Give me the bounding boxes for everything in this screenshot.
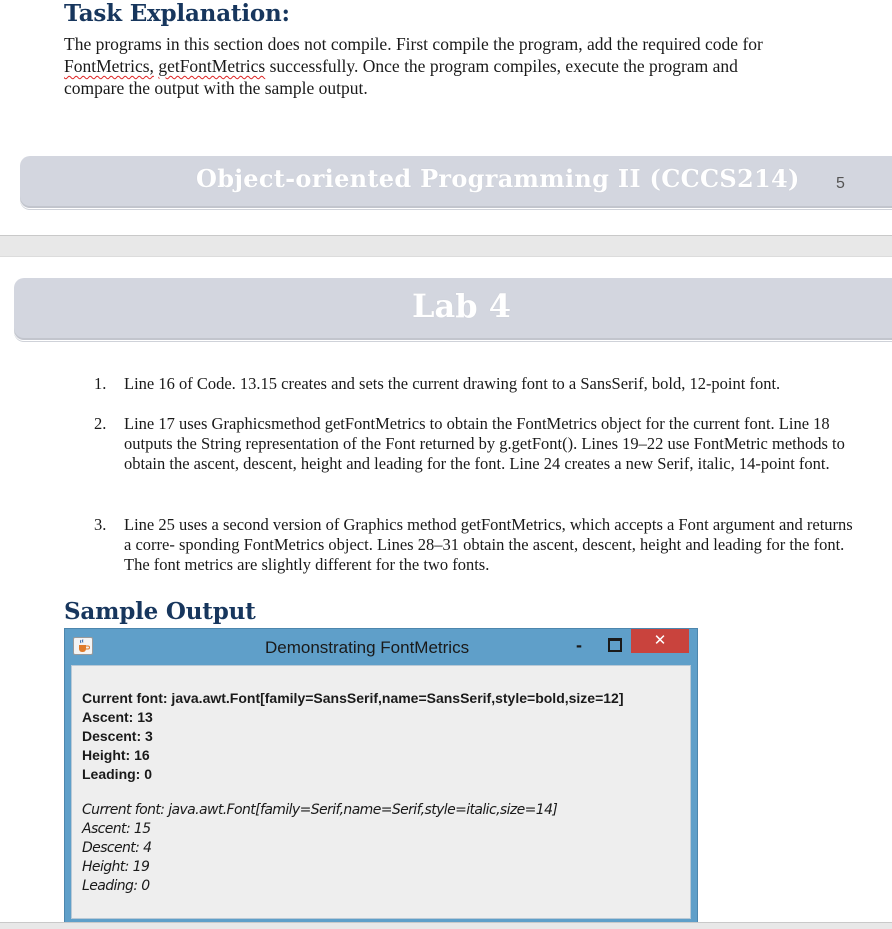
course-title: Object-oriented Programming II (CCCS214): [196, 164, 800, 193]
window-content: [71, 665, 691, 919]
list-text: Line 25 uses a second version of Graphics method getFontMetrics, which accepts a Font argument and returns a corre- sponding FontMetrics object. Lines 28–31 obtain the ascent, descent, height and leading for the font. The font metrics are slightly different for the two fonts.: [124, 515, 853, 574]
misspelled-word: FontMetrics,: [64, 56, 154, 76]
window-title: Demonstrating FontMetrics: [265, 638, 470, 657]
list-text: Line 17 uses Graphicsmethod getFontMetrics to obtain the FontMetrics object for the current font. Line 18 outputs the String representation of the Font returned by g.getFont(). Lines 19–22 use FontMetric methods to obtain the ascent, descent, height and leading for the font. Line 24 creates a new Serif, italic, 14-point font.: [124, 414, 845, 473]
output-line: Height: 19: [82, 859, 150, 875]
task-line-2-rest: successfully. Once the program compiles, execute the program and: [269, 56, 738, 76]
misspelled-word: getFontMetrics: [158, 56, 266, 76]
output-line: Leading: 0: [82, 878, 150, 894]
task-description: [64, 33, 854, 99]
output-line: Leading: 0: [82, 766, 153, 782]
page-break: [0, 235, 892, 257]
output-line: Descent: 4: [82, 840, 152, 856]
task-line-2: [64, 55, 854, 77]
list-text: Line 16 of Code. 13.15 creates and sets the current drawing font to a SansSerif, bold, 12-point font.: [124, 374, 781, 393]
list-item: [94, 374, 854, 394]
output-line: Current font: java.awt.Font[family=Serif,name=Serif,style=italic,size=14]: [82, 802, 558, 818]
task-line-3: compare the output with the sample output.: [64, 78, 368, 98]
output-line: Height: 16: [82, 747, 150, 763]
task-title: Task Explanation:: [64, 0, 290, 27]
list-number: 3.: [94, 515, 107, 534]
task-line-1: The programs in this section does not compile. First compile the program, add the required code for: [64, 34, 763, 54]
list-item: [94, 414, 854, 474]
list-number: 1.: [94, 374, 107, 393]
maximize-icon: [608, 638, 622, 652]
output-line: Descent: 3: [82, 728, 153, 744]
output-line: Current font: java.awt.Font[family=SansSerif,name=SansSerif,style=bold,size=12]: [82, 690, 624, 706]
lab-title: Lab 4: [412, 287, 512, 325]
sample-output-title: Sample Output: [64, 598, 256, 625]
close-button[interactable]: ✕: [631, 629, 689, 653]
output-line: Ascent: 13: [82, 709, 153, 725]
output-line: Ascent: 15: [82, 821, 151, 837]
list-item: [94, 515, 854, 575]
page-number: 5: [836, 175, 845, 192]
app-window: [64, 628, 698, 924]
java-cup-icon[interactable]: [73, 637, 93, 655]
minimize-button[interactable]: -: [576, 635, 582, 655]
list-number: 2.: [94, 414, 107, 433]
maximize-button[interactable]: [603, 633, 627, 657]
window-titlebar[interactable]: [65, 629, 697, 661]
